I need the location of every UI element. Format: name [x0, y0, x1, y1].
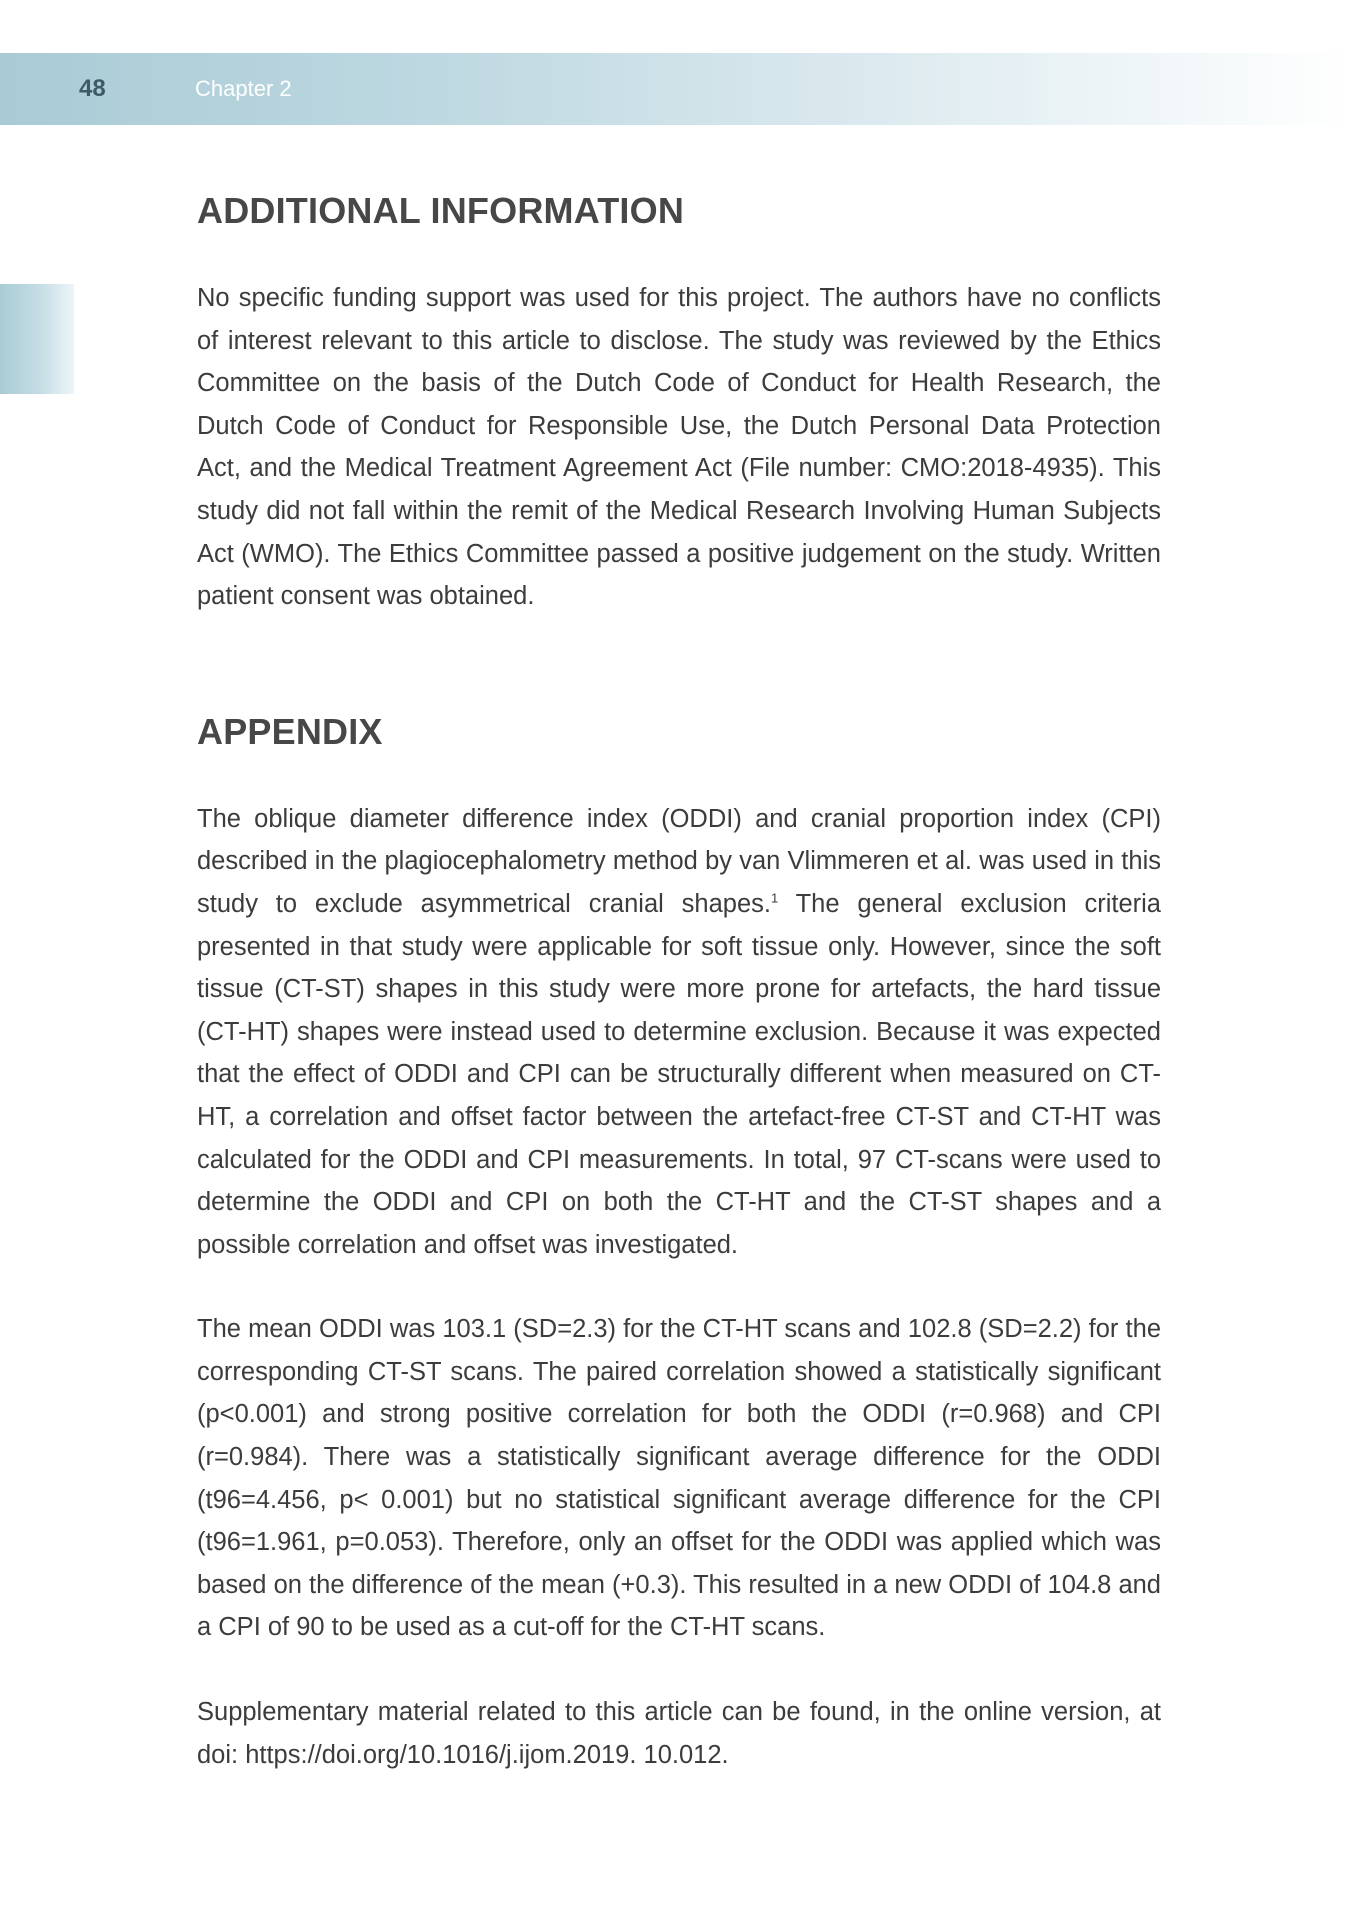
paragraph-oddi-cpi-method	[197, 798, 1161, 1267]
section-heading-additional-information: ADDITIONAL INFORMATION	[197, 190, 685, 231]
page-number: 48	[79, 75, 106, 102]
page-body	[197, 180, 1161, 1776]
paragraph-funding-ethics: No specific funding support was used for this project. The authors have no conflicts of interest relevant to this article to disclose. The study was reviewed by the Ethics Committee on the basis of the Dutch Code of Conduct for Health Research, the Dutch Code of Conduct for Responsible Use, the Dutch Personal Data Protection Act, and the Medical Treatment Agreement Act (File number: CMO:2018-4935). This study did not fall within the remit of the Medical Research Involving Human Subjects Act (WMO). The Ethics Committee passed a positive judgement on the study. Written patient consent was obtained.	[197, 284, 1161, 611]
paragraph-text: The general exclusion criteria presented in that study were applicable for soft tissue only. However, since the soft tissue (CT-ST) shapes in this study were more prone for artefacts, the hard tissue (CT-HT) shapes were instead used to determine exclusion. Because it was expected that the effect of ODDI and CPI can be structurally different when measured on CT-HT, a correlation and offset factor between the artefact-free CT-ST and CT-HT was calculated for the ODDI and CPI measurements. In total, 97 CT-scans were used to determine the ODDI and CPI on both the CT-HT and the CT-ST shapes and a possible correlation and offset was investigated.	[197, 889, 1161, 1259]
paragraph-oddi-results: The mean ODDI was 103.1 (SD=2.3) for the CT-HT scans and 102.8 (SD=2.2) for the corresponding CT-ST scans. The paired correlation showed a statistically significant (p<0.001) and strong positive correlation for both the ODDI (r=0.968) and CPI (r=0.984). There was a statistically significant average difference for the ODDI (t96=4.456, p< 0.001) but no statistical significant average difference for the CPI (t96=1.961, p=0.053). Therefore, only an offset for the ODDI was applied which was based on the difference of the mean (+0.3). This resulted in a new ODDI of 104.8 and a CPI of 90 to be used as a cut-off for the CT-HT scans.	[197, 1315, 1161, 1642]
paragraph-text: The oblique diameter difference index (ODDI) and cranial proportion index (CPI) described in the plagiocephalometry method by van Vlimmeren et al. was used in this study to exclude asymmetrical cranial shapes.	[197, 804, 1161, 918]
running-header	[0, 53, 1352, 125]
reference-marker: 1	[770, 890, 779, 906]
chapter-side-tab	[0, 284, 74, 394]
chapter-label: Chapter 2	[195, 76, 292, 101]
section-heading-appendix: APPENDIX	[197, 710, 383, 752]
paragraph-supplementary: Supplementary material related to this article can be found, in the online version, at doi: https://doi.org/10.1016/j.ijom.2019. 10.012.	[197, 1698, 1161, 1769]
